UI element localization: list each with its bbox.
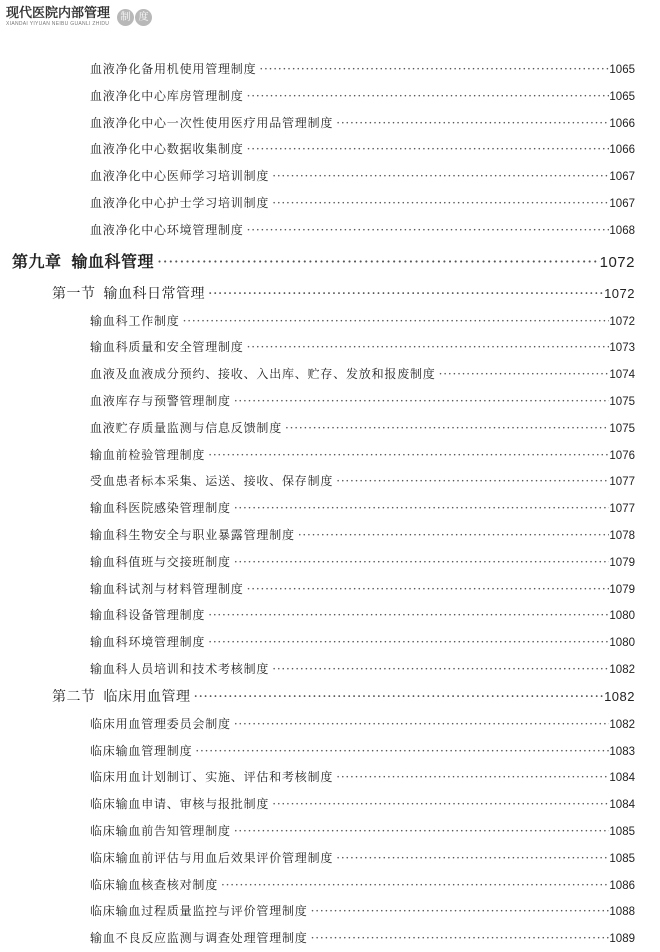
toc-entry-text: 临床输血核查核对制度 <box>90 877 219 892</box>
toc-entry-title <box>90 415 282 442</box>
page-number: 1089 <box>609 933 635 946</box>
toc-entry-title <box>90 442 205 469</box>
dot-leader <box>154 244 600 280</box>
toc-entry-text: 临床用血管理 <box>103 688 191 705</box>
toc-entry[interactable] <box>0 190 660 217</box>
toc-entry-title <box>90 818 231 845</box>
toc-entry[interactable] <box>0 56 660 83</box>
toc-entry-text: 输血科管理 <box>71 251 155 271</box>
toc-entry[interactable] <box>0 83 660 110</box>
toc-entry[interactable] <box>0 308 660 335</box>
toc-entry-title <box>90 925 308 952</box>
dot-leader <box>269 190 609 217</box>
toc-entry-text: 血液净化中心医师学习培训制度 <box>90 169 270 184</box>
book-title: 现代医院内部管理 <box>6 5 111 21</box>
toc-entry-title <box>90 629 205 656</box>
dot-leader <box>436 361 610 388</box>
dot-leader <box>191 683 605 711</box>
dot-leader <box>218 872 609 899</box>
page-number: 1074 <box>609 369 635 382</box>
dot-leader <box>295 522 610 549</box>
toc-entry[interactable] <box>0 602 660 629</box>
toc-entry-text: 输血科环境管理制度 <box>90 635 206 650</box>
toc-entry-text: 血液净化备用机使用管理制度 <box>90 62 257 76</box>
dot-leader <box>308 925 610 952</box>
toc-entry[interactable] <box>0 549 660 576</box>
toc-entry-title <box>90 308 180 335</box>
toc-section[interactable] <box>0 683 660 711</box>
running-header <box>6 4 152 30</box>
toc-entry[interactable] <box>0 872 660 899</box>
seal-badge <box>117 9 152 26</box>
toc-entry[interactable] <box>0 898 660 925</box>
toc-entry-text: 输血科工作制度 <box>90 313 180 328</box>
page-number: 1085 <box>609 852 635 865</box>
toc-entry-title <box>90 361 436 388</box>
toc-entry[interactable] <box>0 442 660 469</box>
dot-leader <box>333 764 609 791</box>
toc-entry-text: 输血不良反应监测与调查处理管理制度 <box>90 931 308 946</box>
dot-leader <box>333 468 609 495</box>
page-number: 1082 <box>609 718 635 731</box>
toc-entry-text: 临床用血计划制订、实施、评估和考核制度 <box>90 770 334 785</box>
toc-entry-text: 临床输血前告知管理制度 <box>90 823 231 838</box>
toc-entry-text: 临床输血过程质量监控与评价管理制度 <box>90 904 308 919</box>
header-text <box>6 7 110 28</box>
section-number: 第一节 <box>52 285 96 302</box>
page-number: 1065 <box>609 64 635 76</box>
page-number: 1084 <box>609 799 635 812</box>
page-number: 1075 <box>609 422 635 435</box>
toc-entry[interactable] <box>0 415 660 442</box>
page-number: 1076 <box>609 449 635 462</box>
toc-entry-title <box>52 683 191 711</box>
dot-leader <box>205 602 609 629</box>
dot-leader <box>269 656 609 683</box>
toc-entry-title <box>12 244 154 280</box>
toc-entry-title <box>90 334 244 361</box>
toc-entry-text: 血液净化中心库房管理制度 <box>90 88 244 103</box>
page-number: 1066 <box>609 144 635 157</box>
dot-leader <box>269 163 609 190</box>
toc-entry[interactable] <box>0 576 660 603</box>
toc-entry[interactable] <box>0 110 660 137</box>
toc-entry-text: 输血科医院感染管理制度 <box>90 501 231 516</box>
page-number: 1084 <box>609 772 635 785</box>
toc-entry[interactable] <box>0 361 660 388</box>
dot-leader <box>231 388 610 415</box>
toc-entry-title <box>90 163 269 190</box>
dot-leader <box>231 711 610 738</box>
page-number: 1083 <box>609 745 635 758</box>
toc-entry-title <box>90 468 333 495</box>
toc-entry[interactable] <box>0 522 660 549</box>
dot-leader <box>244 136 610 163</box>
table-of-contents <box>0 56 660 952</box>
seal-char: 度 <box>135 9 152 26</box>
toc-entry[interactable] <box>0 388 660 415</box>
toc-entry-title <box>90 576 244 603</box>
toc-entry-title <box>90 522 295 549</box>
toc-entry-text: 输血科试剂与材料管理制度 <box>90 581 244 596</box>
dot-leader <box>256 56 609 83</box>
toc-entry-text: 输血科设备管理制度 <box>90 608 206 623</box>
seal-char: 制 <box>117 9 134 26</box>
toc-entry-text: 输血科生物安全与职业暴露管理制度 <box>90 527 295 542</box>
toc-entry-title <box>90 83 244 110</box>
page-number: 1079 <box>609 583 635 596</box>
toc-entry-title <box>90 190 269 217</box>
toc-entry-text: 输血科人员培训和技术考核制度 <box>90 661 270 676</box>
page-number: 1073 <box>609 342 635 355</box>
toc-entry[interactable] <box>0 711 660 738</box>
toc-entry-text: 血液净化中心环境管理制度 <box>90 222 244 237</box>
page-number: 1082 <box>609 663 635 676</box>
page-number: 1067 <box>609 197 635 210</box>
toc-chapter[interactable] <box>0 244 660 280</box>
toc-entry-title <box>90 56 256 83</box>
page-number: 1066 <box>609 117 635 130</box>
toc-entry-text: 临床输血申请、审核与报批制度 <box>90 797 270 812</box>
toc-entry-text: 输血科值班与交接班制度 <box>90 554 231 569</box>
toc-entry-text: 血液净化中心一次性使用医疗用品管理制度 <box>90 115 334 130</box>
toc-entry-text: 输血科质量和安全管理制度 <box>90 340 244 355</box>
dot-leader <box>205 629 609 656</box>
toc-entry-title <box>90 495 231 522</box>
toc-entry[interactable] <box>0 845 660 872</box>
toc-entry[interactable] <box>0 738 660 765</box>
toc-section[interactable] <box>0 280 660 308</box>
page-number: 1078 <box>609 529 635 542</box>
toc-entry-title <box>90 549 231 576</box>
toc-entry-title <box>90 110 333 137</box>
dot-leader <box>205 442 609 469</box>
toc-entry-text: 输血前检验管理制度 <box>90 447 206 462</box>
toc-entry-title <box>90 791 269 818</box>
dot-leader <box>244 83 610 110</box>
page-number: 1080 <box>609 637 635 650</box>
toc-entry[interactable] <box>0 468 660 495</box>
dot-leader <box>308 898 610 925</box>
toc-entry[interactable] <box>0 764 660 791</box>
toc-entry-title <box>90 388 231 415</box>
toc-entry-text: 血液净化中心数据收集制度 <box>90 142 244 157</box>
toc-entry[interactable] <box>0 217 660 244</box>
dot-leader <box>205 280 604 308</box>
page-number: 1080 <box>609 610 635 623</box>
toc-entry-title <box>90 711 231 738</box>
toc-entry[interactable] <box>0 334 660 361</box>
toc-entry-title <box>90 898 308 925</box>
toc-entry-title <box>90 136 244 163</box>
page-number: 1068 <box>609 224 635 237</box>
toc-entry-title <box>90 217 244 244</box>
page-number: 1082 <box>604 688 635 704</box>
toc-entry-title <box>90 602 205 629</box>
page-number: 1077 <box>609 503 635 516</box>
toc-entry-text: 血液贮存质量监测与信息反馈制度 <box>90 420 283 435</box>
dot-leader <box>269 791 609 818</box>
page-number: 1067 <box>609 171 635 184</box>
toc-entry-title <box>90 872 218 899</box>
toc-entry[interactable] <box>0 791 660 818</box>
toc-entry[interactable] <box>0 656 660 683</box>
page-number: 1065 <box>609 90 635 103</box>
book-title-pinyin: XIANDAI YIYUAN NEIBU GUANLI ZHIDU <box>6 20 110 27</box>
toc-entry[interactable] <box>0 163 660 190</box>
toc-entry-text: 血液库存与预警管理制度 <box>90 393 231 408</box>
dot-leader <box>231 818 610 845</box>
page-number: 1075 <box>609 395 635 408</box>
page-number: 1072 <box>609 315 635 328</box>
dot-leader <box>244 576 610 603</box>
page-number: 1088 <box>609 906 635 919</box>
dot-leader <box>192 738 609 765</box>
toc-entry-text: 临床输血管理制度 <box>90 743 193 758</box>
toc-entry-title <box>90 764 333 791</box>
toc-entry-text: 受血患者标本采集、运送、接收、保存制度 <box>90 474 334 489</box>
toc-entry-title <box>90 656 269 683</box>
dot-leader <box>333 845 609 872</box>
toc-entry[interactable] <box>0 629 660 656</box>
dot-leader <box>180 308 610 335</box>
toc-entry[interactable] <box>0 925 660 952</box>
toc-entry[interactable] <box>0 818 660 845</box>
toc-entry-title <box>90 845 333 872</box>
page-number: 1072 <box>604 285 635 301</box>
toc-entry-text: 临床用血管理委员会制度 <box>90 716 231 731</box>
toc-entry[interactable] <box>0 136 660 163</box>
page-number: 1085 <box>609 825 635 838</box>
toc-entry-title <box>52 280 205 308</box>
page-number: 1086 <box>609 879 635 892</box>
dot-leader <box>244 334 610 361</box>
page-number: 1072 <box>599 253 635 271</box>
dot-leader <box>244 217 610 244</box>
toc-entry-text: 临床输血前评估与用血后效果评价管理制度 <box>90 850 334 865</box>
page-number: 1079 <box>609 556 635 569</box>
toc-entry-text: 血液及血液成分预约、接收、入出库、贮存、发放和报废制度 <box>90 367 436 382</box>
dot-leader <box>282 415 609 442</box>
toc-entry-text: 输血科日常管理 <box>103 285 205 302</box>
page-number: 1077 <box>609 476 635 489</box>
toc-entry-title <box>90 738 192 765</box>
dot-leader <box>231 549 610 576</box>
dot-leader <box>333 110 609 137</box>
toc-entry[interactable] <box>0 495 660 522</box>
section-number: 第二节 <box>52 688 96 705</box>
chapter-number: 第九章 <box>12 251 62 271</box>
toc-entry-text: 血液净化中心护士学习培训制度 <box>90 195 270 210</box>
dot-leader <box>231 495 610 522</box>
